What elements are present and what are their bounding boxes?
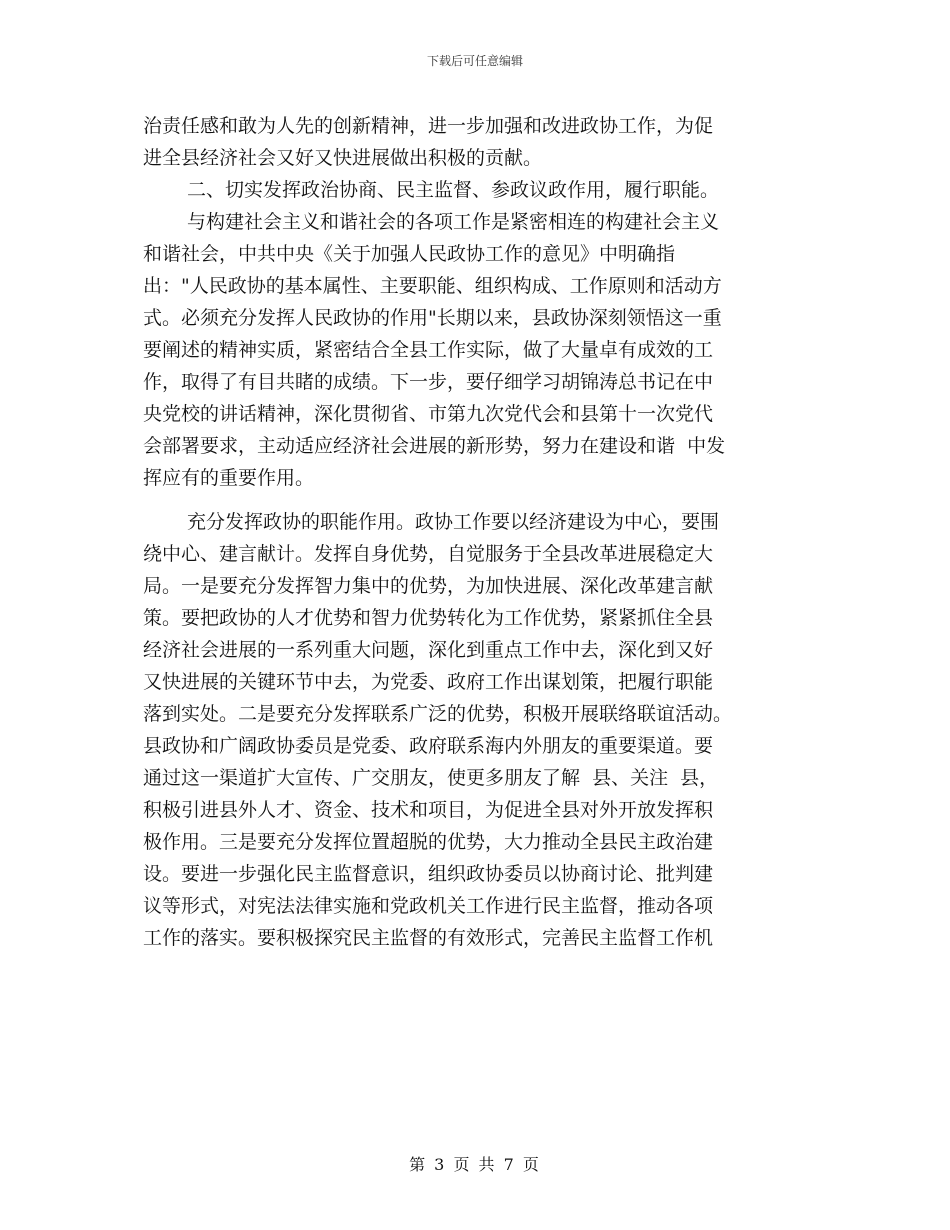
text-line: 策。要把政协的人才优势和智力优势转化为工作优势，紧紧抓住全县 (143, 607, 714, 629)
text-line: 积极引进县外人才、资金、技术和项目，为促进全县对外开放发挥积 (143, 799, 714, 821)
text-line: 县政协和广阔政协委员是党委、政府联系海内外朋友的重要渠道。要 (143, 735, 714, 757)
text-line: 充分发挥政协的职能作用。政协工作要以经济建设为中心，要围 (187, 511, 720, 533)
text-line: 议等形式，对宪法法律实施和党政机关工作进行民主监督，推动各项 (143, 895, 714, 917)
section-heading: 二、切实发挥政治协商、民主监督、参政议政作用，履行职能。 (187, 179, 720, 201)
text-line: 会部署要求，主动适应经济社会进展的新形势，努力在建设和谐 中发 (143, 435, 726, 457)
text-line: 落到实处。二是要充分发挥联系广泛的优势，积极开展联络联谊活动。 (143, 703, 733, 725)
text-line: 进全县经济社会又好又快进展做出积极的贡献。 (143, 147, 543, 169)
text-line: 通过这一渠道扩大宣传、广交朋友，使更多朋友了解 县、关注 县， (143, 767, 719, 789)
text-line: 治责任感和敢为人先的创新精神，进一步加强和改进政协工作，为促 (143, 115, 714, 137)
text-line: 又快进展的关键环节中去，为党委、政府工作出谋划策，把履行职能 (143, 671, 714, 693)
text-line: 局。一是要充分发挥智力集中的优势，为加快进展、深化改革建言献 (143, 575, 714, 597)
text-line: 央党校的讲话精神，深化贯彻省、市第九次党代会和县第十一次党代 (143, 403, 714, 425)
text-line: 工作的落实。要积极探究民主监督的有效形式，完善民主监督工作机 (143, 927, 714, 949)
page-number: 第 3 页 共 7 页 (409, 1155, 541, 1174)
text-line: 设。要进一步强化民主监督意识，组织政协委员以协商讨论、批判建 (143, 863, 714, 885)
text-line: 作，取得了有目共睹的成绩。下一步，要仔细学习胡锦涛总书记在中 (143, 371, 714, 393)
text-line: 挥应有的重要作用。 (143, 467, 315, 489)
text-line: 式。必须充分发挥人民政协的作用"长期以来，县政协深刻领悟这一重 (143, 307, 722, 329)
text-line: 极作用。三是要充分发挥位置超脱的优势，大力推动全县民主政治建 (143, 831, 714, 853)
document-body (143, 110, 809, 954)
text-line: 出："人民政协的基本属性、主要职能、组织构成、工作原则和活动方 (143, 275, 722, 297)
text-line: 与构建社会主义和谐社会的各项工作是紧密相连的构建社会主义 (187, 211, 720, 233)
text-line: 经济社会进展的一系列重大问题，深化到重点工作中去，深化到又好 (143, 639, 714, 661)
text-line: 绕中心、建言献计。发挥自身优势，自觉服务于全县改革进展稳定大 (143, 543, 714, 565)
text-line: 和谐社会，中共中央《关于加强人民政协工作的意见》中明确指 (143, 243, 676, 265)
text-line: 要阐述的精神实质，紧密结合全县工作实际，做了大量卓有成效的工 (143, 339, 714, 361)
page-header-note: 下载后可任意编辑 (426, 54, 523, 68)
